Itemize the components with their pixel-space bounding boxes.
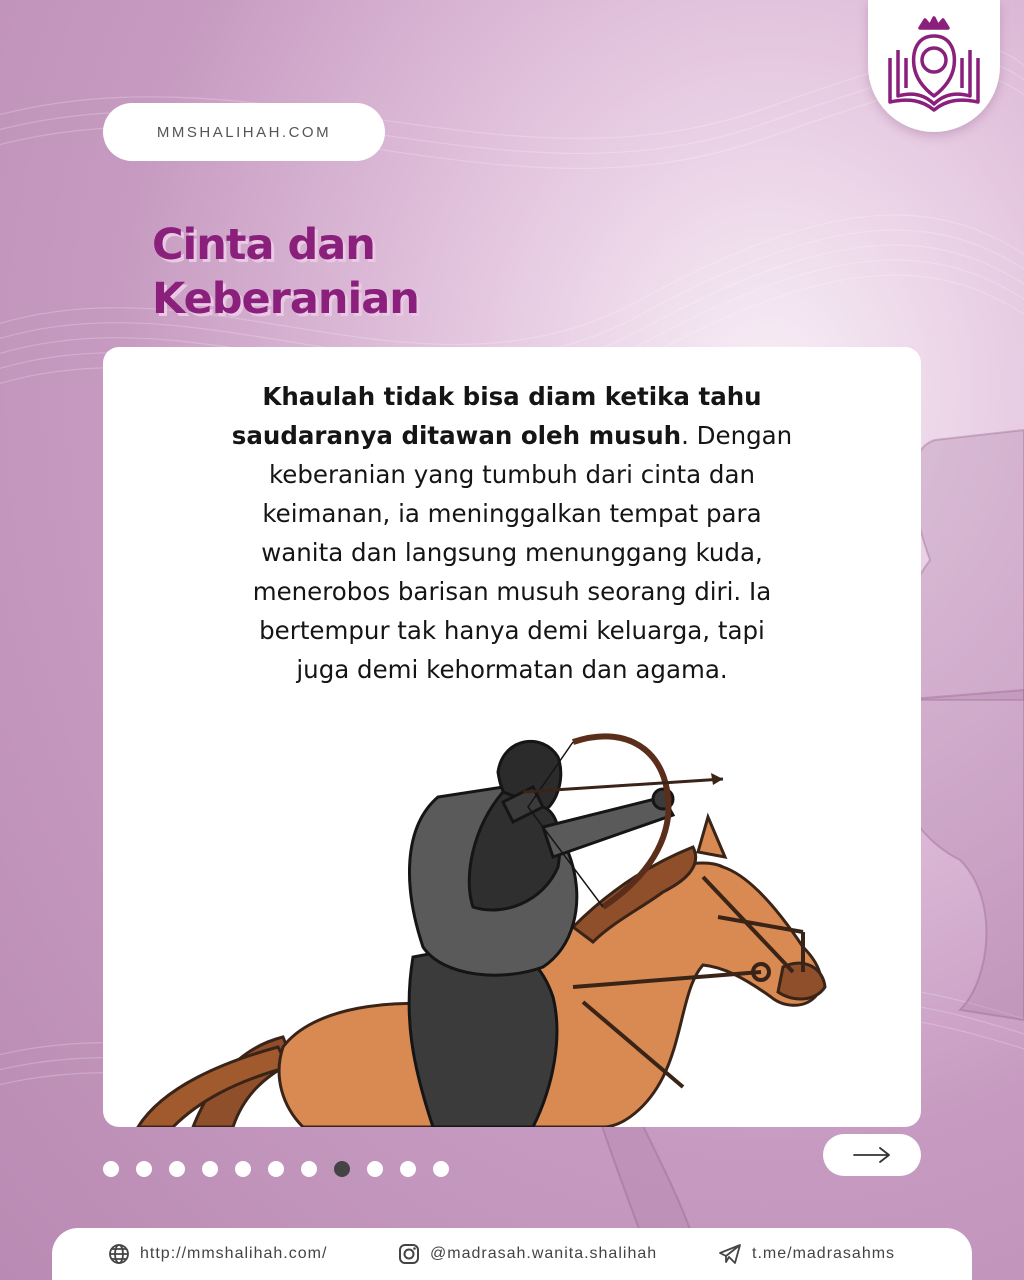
- page-dot[interactable]: [400, 1161, 416, 1177]
- footer-website[interactable]: [108, 1228, 327, 1280]
- arrow-right-icon: [852, 1145, 892, 1165]
- page-dot[interactable]: [367, 1161, 383, 1177]
- page-dot[interactable]: [136, 1161, 152, 1177]
- page-dot[interactable]: [268, 1161, 284, 1177]
- footer-instagram[interactable]: [398, 1228, 657, 1280]
- telegram-icon: [718, 1243, 742, 1265]
- content-card: [103, 347, 921, 1127]
- footer-bar: [52, 1228, 972, 1280]
- next-slide-button[interactable]: [823, 1134, 921, 1176]
- brand-logo-tab[interactable]: [868, 0, 1000, 132]
- story-paragraph: [163, 377, 861, 689]
- madrasah-logo-icon: [878, 10, 990, 122]
- pagination-dots: [103, 1161, 449, 1177]
- page-dot[interactable]: [202, 1161, 218, 1177]
- story-line: wanita dan langsung menunggang kuda,: [261, 538, 763, 567]
- story-line: menerobos barisan musuh seorang diri. Ia: [252, 577, 772, 606]
- title-line-2: Keberanian: [152, 274, 419, 324]
- page-dot[interactable]: [169, 1161, 185, 1177]
- globe-icon: [108, 1243, 130, 1265]
- story-line: bertempur tak hanya demi keluarga, tapi: [259, 616, 765, 645]
- website-link-text: http://mmshalihah.com/: [140, 1245, 328, 1262]
- instagram-handle-text: @madrasah.wanita.shalihah: [430, 1245, 658, 1262]
- page-dot-active[interactable]: [334, 1161, 350, 1177]
- footer-telegram[interactable]: [718, 1228, 895, 1280]
- story-line: juga demi kehormatan dan agama.: [296, 655, 728, 684]
- archer-horse-illustration: [103, 717, 921, 1127]
- page-dot[interactable]: [103, 1161, 119, 1177]
- site-url-pill[interactable]: MMSHALIHAH.COM: [103, 103, 385, 161]
- title-line-1: Cinta dan: [152, 220, 375, 270]
- story-line: keimanan, ia meninggalkan tempat para: [262, 499, 762, 528]
- page-dot[interactable]: [235, 1161, 251, 1177]
- page-dot[interactable]: [433, 1161, 449, 1177]
- slide-title: [152, 218, 572, 326]
- story-line: keberanian yang tumbuh dari cinta dan: [268, 460, 756, 489]
- page-dot[interactable]: [301, 1161, 317, 1177]
- instagram-icon: [398, 1243, 420, 1265]
- telegram-link-text: t.me/madrasahms: [752, 1245, 896, 1262]
- story-line: saudaranya ditawan oleh musuh. Dengan: [231, 421, 793, 450]
- story-line: Khaulah tidak bisa diam ketika tahu: [262, 382, 762, 411]
